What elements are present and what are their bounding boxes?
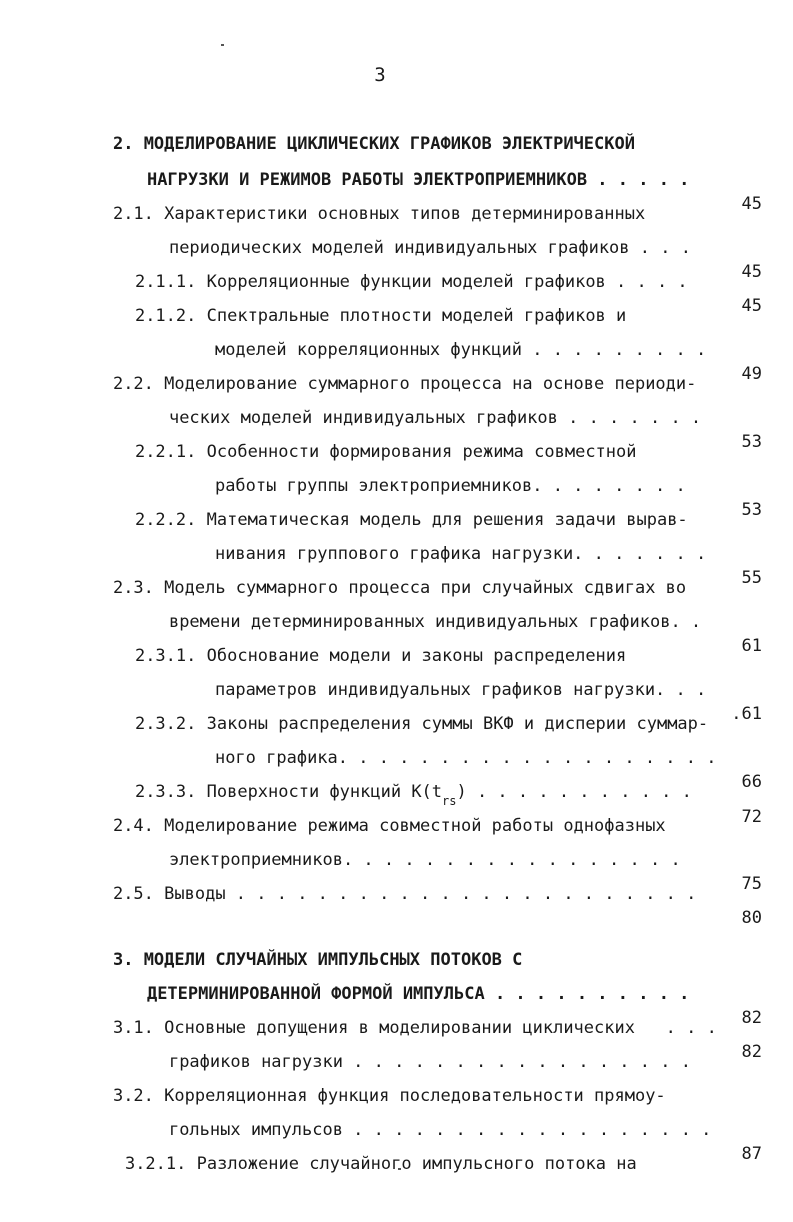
page-ref: 53	[741, 500, 762, 520]
toc-section-2-3-cont: времени детерминированных индивидуальных графиков. . 61	[168, 612, 762, 656]
toc-subsection-2-1-1: 2.1.1. Корреляционные функции моделей графиков . . . . 45	[134, 272, 762, 316]
toc-subsection-2-2-2: 2.2.2. Математическая модель для решения задачи вырав-	[134, 510, 688, 530]
subscript: rs	[442, 794, 457, 808]
page-number: 3	[374, 64, 386, 86]
page-ref: 61	[741, 636, 762, 656]
toc-subsection-2-1-2-cont: моделей корреляционных функций . . . . . . . . . 49	[214, 340, 762, 384]
toc-subsection-2-3-1-cont: параметров индивидуальных графиков нагрузки. . . .61	[214, 680, 762, 724]
page-ref: 66	[741, 772, 762, 792]
toc-section-2-4: 2.4. Моделирование режима совместной работы однофазных	[112, 816, 666, 836]
toc-section-2-5: 2.5. Выводы . . . . . . . . . . . . . . . . . . . . . . . 80	[112, 884, 762, 928]
page-ref: 80	[741, 908, 762, 928]
toc-subsection-2-3-3: 2.3.3. Поверхности функций $К(t_{rs})$ . . . . . . . . . . . 72	[134, 782, 762, 827]
page-ref: 82	[741, 1042, 762, 1062]
toc-chapter-2-cont: НАГРУЗКИ И РЕЖИМОВ РАБОТЫ ЭЛЕКТРОПРИЕМНИКОВ . . . . . 45	[146, 170, 762, 214]
toc-chapter-2: 2. МОДЕЛИРОВАНИЕ ЦИКЛИЧЕСКИХ ГРАФИКОВ ЭЛЕКТРИЧЕСКОЙ	[112, 134, 635, 154]
toc-section-2-3: 2.3. Модель суммарного процесса при случайных сдвигах во	[112, 578, 687, 598]
toc-section-3-2: 3.2. Корреляционная функция последовательности прямоу-	[112, 1086, 666, 1106]
toc-section-2-1: 2.1. Характеристики основных типов детерминированных	[112, 204, 646, 224]
scan-speck	[221, 44, 224, 46]
toc-section-2-2: 2.2. Моделирование суммарного процесса на основе периоди-	[112, 374, 697, 394]
toc-subsection-3-2-1: 3.2.1. Разложение случайного импульсного потока на	[124, 1154, 637, 1174]
toc-subsection-2-1-2: 2.1.2. Спектральные плотности моделей графиков и	[134, 306, 627, 326]
page-ref: 55	[741, 568, 762, 588]
page-ref: 45	[741, 194, 762, 214]
page-ref: 82	[741, 1008, 762, 1028]
page-ref: 53	[741, 432, 762, 452]
toc-section-2-1-cont: периодических моделей индивидуальных графиков . . . 45	[168, 238, 762, 282]
toc-subsection-2-3-1: 2.3.1. Обоснование модели и законы распределения	[134, 646, 627, 666]
toc-section-3-2-cont: гольных импульсов . . . . . . . . . . . . . . . . . . 87	[168, 1120, 762, 1164]
page-ref: .61	[731, 704, 762, 724]
toc-subsection-2-3-2: 2.3.2. Законы распределения суммы ВКФ и дисперии суммар-	[134, 714, 709, 734]
toc-section-2-2-cont: ческих моделей индивидуальных графиков . . . . . . . 53	[168, 408, 762, 452]
toc-chapter-3: 3. МОДЕЛИ СЛУЧАЙНЫХ ИМПУЛЬСНЫХ ПОТОКОВ С	[112, 950, 523, 970]
page-ref: 75	[741, 874, 762, 894]
toc-subsection-2-2-1: 2.2.1. Особенности формирования режима совместной	[134, 442, 637, 462]
toc-subsection-2-2-1-cont: работы группы электроприемников. . . . . . . . 53	[214, 476, 762, 520]
page-ref: 45	[741, 262, 762, 282]
page-ref: 45	[741, 296, 762, 316]
toc-chapter-3-cont: ДЕТЕРМИНИРОВАННОЙ ФОРМОЙ ИМПУЛЬСА . . . . . . . . . . 82	[146, 984, 762, 1028]
page-ref: 49	[741, 364, 762, 384]
page-ref: 72	[741, 807, 762, 827]
toc-subsection-2-2-2-cont: нивания группового графика нагрузки. . . . . . . 55	[214, 544, 762, 588]
toc-subsection-2-3-2-cont: ного графика. . . . . . . . . . . . . . . . . . . 66	[214, 748, 762, 792]
toc-section-2-4-cont: электроприемников. . . . . . . . . . . . . . . . . 75	[168, 850, 762, 894]
page-ref: 87	[741, 1144, 762, 1164]
toc-section-3-1-cont: графиков нагрузки . . . . . . . . . . . . . . . . .	[168, 1052, 691, 1072]
toc-section-3-1: 3.1. Основные допущения в моделировании циклических . . . 82	[112, 1018, 762, 1062]
